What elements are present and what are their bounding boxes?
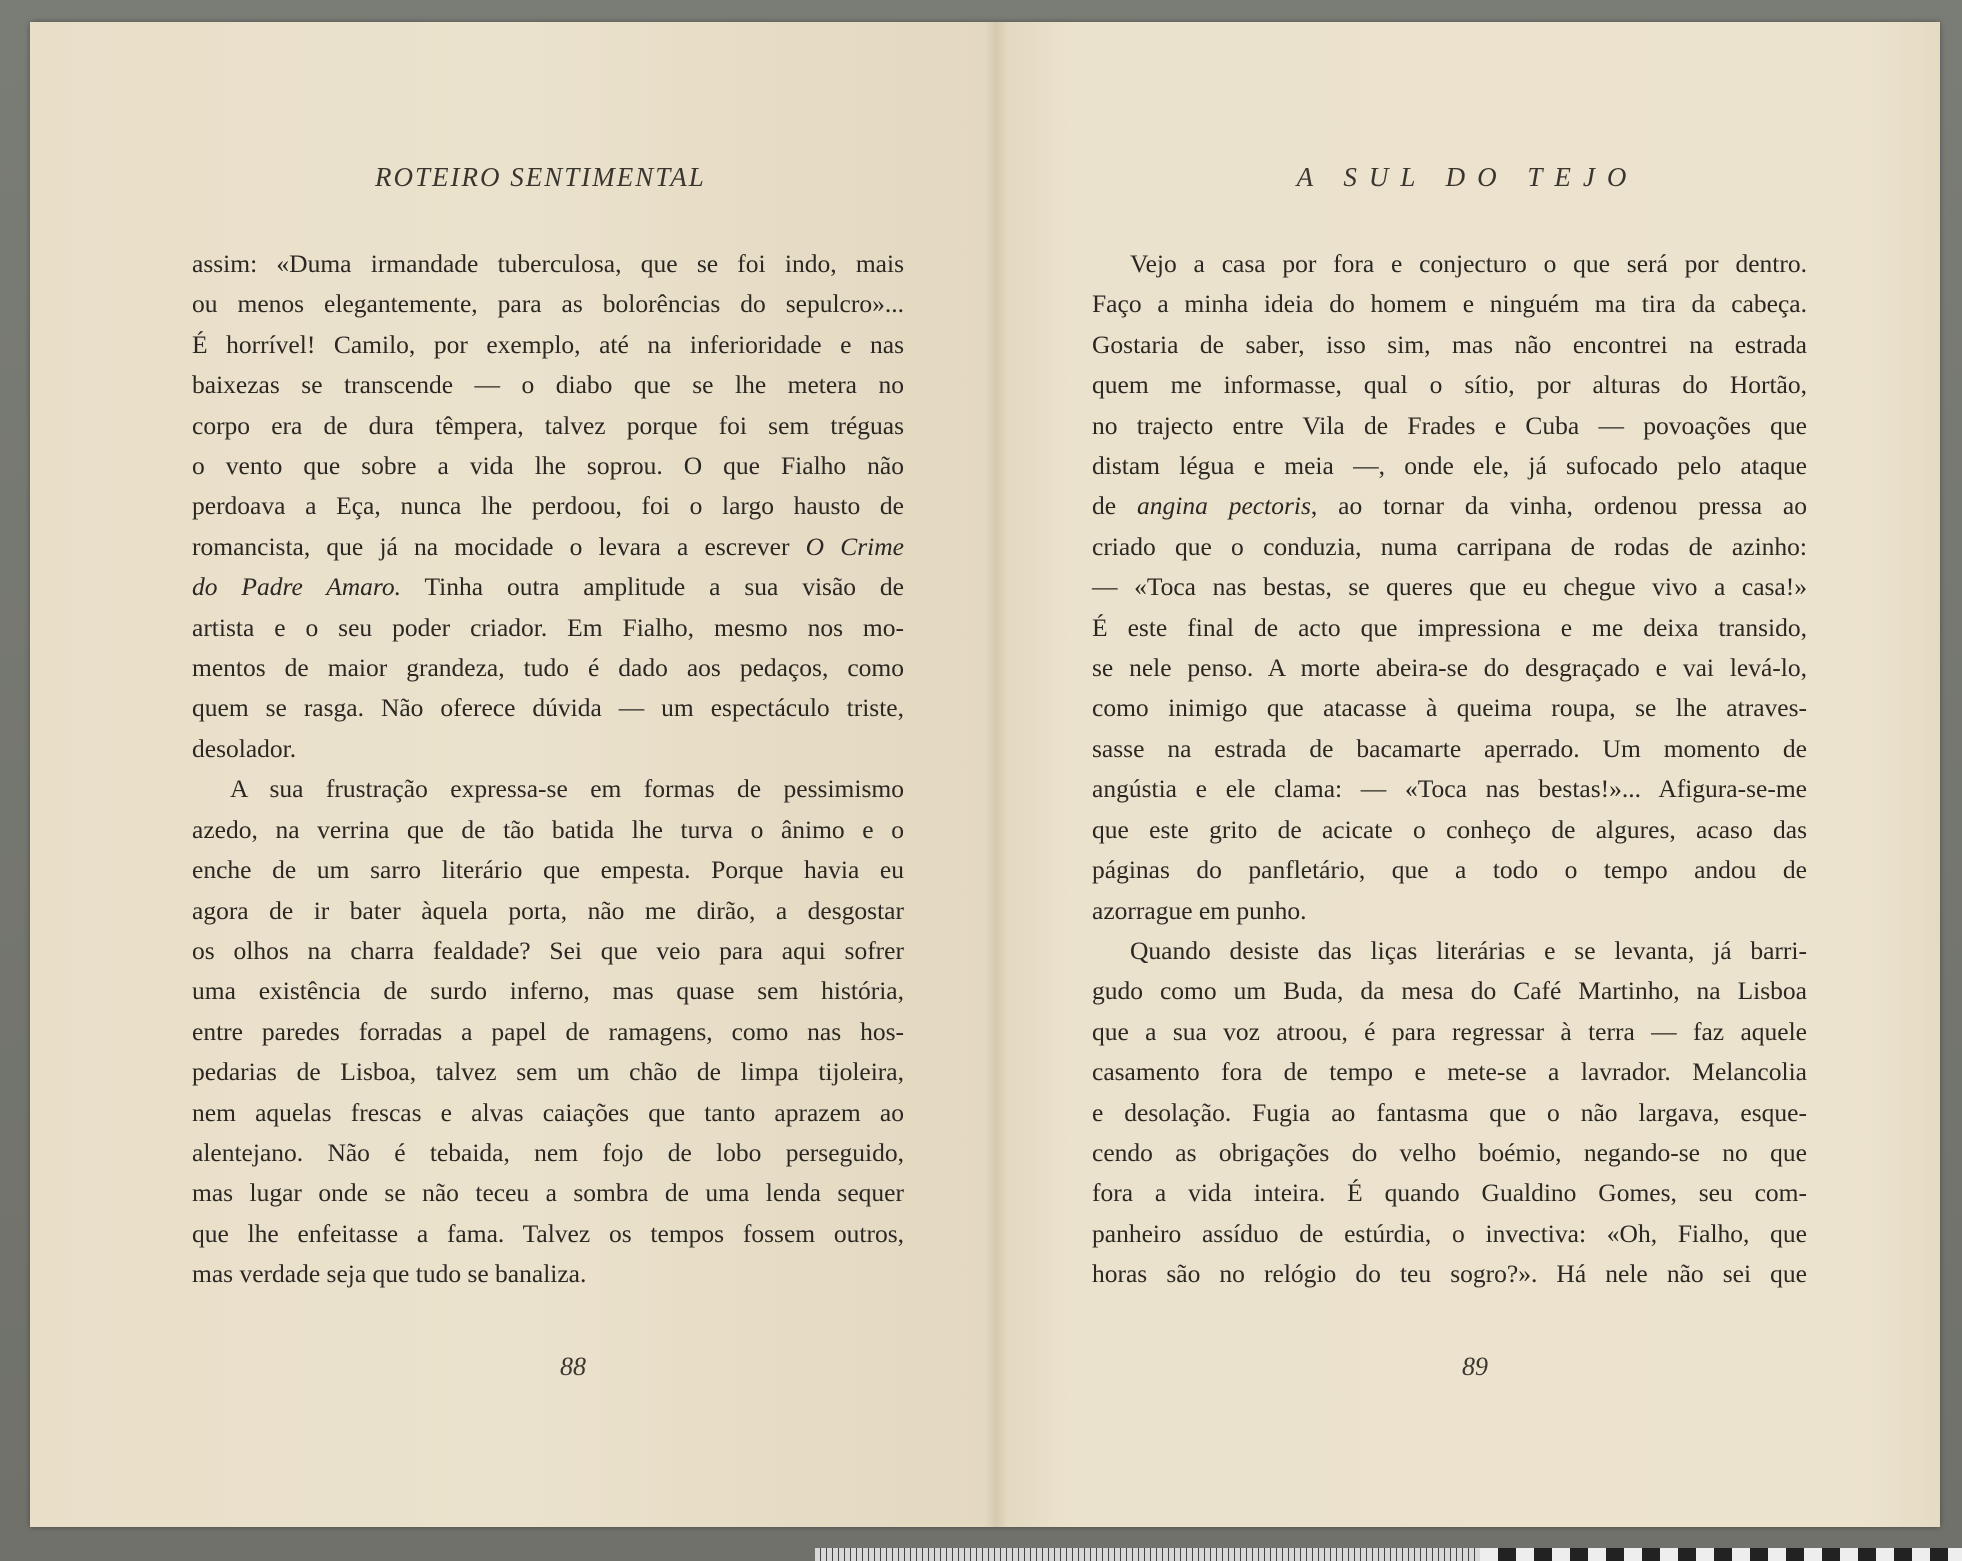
- text-line: se nele penso. A morte abeira-se do desgraçado e vai levá-lo,: [1092, 653, 1807, 683]
- text-line: fora a vida inteira. É quando Gualdino Gomes, seu com-: [1092, 1178, 1807, 1208]
- text-line: e desolação. Fugia ao fantasma que o não largava, esque-: [1092, 1097, 1807, 1127]
- text-line: agora de ir bater àquela porta, não me dirão, a desgostar: [192, 895, 904, 925]
- text-line: Gostaria de saber, isso sim, mas não encontrei na estrada: [1092, 329, 1807, 359]
- text-line: mas lugar onde se não teceu a sombra de uma lenda sequer: [192, 1178, 904, 1208]
- text-line: perdoava a Eça, nunca lhe perdoou, foi o largo hausto de: [192, 491, 904, 521]
- text-segment: , ao tornar da vinha, ordenou pressa ao: [1310, 491, 1808, 521]
- text-line: A sua frustração expressa-se em formas de pessimismo: [230, 774, 904, 804]
- text-line: como inimigo que atacasse à queima roupa, se lhe atraves-: [1092, 693, 1807, 723]
- text-line: que este grito de acicate o conheço de algures, acaso das: [1092, 814, 1807, 844]
- latin-term-italic: angina pectoris: [1136, 491, 1311, 521]
- text-line: desolador.: [192, 733, 297, 763]
- text-line: baixezas se transcende — o diabo que se lhe metera no: [192, 370, 904, 400]
- page-number-left: 88: [560, 1352, 586, 1381]
- text-line: [1092, 486, 1807, 526]
- text-line: os olhos na charra fealdade? Sei que veio para aqui sofrer: [192, 935, 904, 965]
- running-head-right: A SUL DO TEJO: [1296, 162, 1639, 192]
- text-line: assim: «Duma irmandade tuberculosa, que se foi indo, mais: [192, 249, 904, 278]
- text-line: mas verdade seja que tudo se banaliza.: [192, 1259, 587, 1289]
- text-line: entre paredes forradas a papel de ramagens, como nas hos-: [192, 1016, 904, 1046]
- book-title-italic: do Padre Amaro.: [192, 572, 402, 602]
- text-line: criado que o conduzia, numa carripana de rodas de azinho:: [1092, 531, 1807, 561]
- text-line: quem me informasse, qual o sítio, por alturas do Hortão,: [1092, 370, 1807, 400]
- right-body-text: [1092, 244, 1807, 1295]
- book-title-italic: O Crime: [805, 531, 904, 561]
- text-line: azedo, na verrina que de tão batida lhe turva o ânimo e o: [192, 814, 904, 844]
- text-line: azorrague em punho.: [1092, 895, 1307, 925]
- left-body-text: [192, 244, 904, 1295]
- text-line: enche de um sarro literário que empesta. Porque havia eu: [192, 855, 904, 885]
- text-line: — «Toca nas bestas, se queres que eu chegue vivo a casa!»: [1092, 572, 1807, 602]
- text-line: Vejo a casa por fora e conjecturo o que será por dentro.: [1130, 249, 1807, 278]
- page-number-right: 89: [1462, 1352, 1488, 1381]
- text-line: artista e o seu poder criador. Em Fialho, mesmo nos mo-: [192, 612, 904, 642]
- text-line: pedarias de Lisboa, talvez sem um chão de limpa tijoleira,: [192, 1057, 904, 1087]
- text-line: que a sua voz atroou, é para regressar à terra — faz aquele: [1092, 1016, 1807, 1046]
- text-line: É este final de acto que impressiona e me deixa transido,: [1092, 612, 1807, 642]
- text-line: [192, 567, 904, 607]
- text-segment: de: [1092, 491, 1117, 521]
- text-line: no trajecto entre Vila de Frades e Cuba — povoações que: [1092, 410, 1807, 440]
- text-line: páginas do panfletário, que a todo o tempo andou de: [1092, 855, 1807, 885]
- text-line: alentejano. Não é tebaida, nem fojo de lobo perseguido,: [192, 1137, 904, 1167]
- text-line: corpo era de dura têmpera, talvez porque foi sem tréguas: [192, 410, 904, 440]
- gutter-fold: [985, 22, 1007, 1527]
- text-line: que lhe enfeitasse a fama. Talvez os tempos fossem outros,: [192, 1218, 904, 1248]
- text-line: Faço a minha ideia do homem e ninguém ma tira da cabeça.: [1092, 289, 1807, 319]
- text-line: horas são no relógio do teu sogro?». Há nele não sei que: [1092, 1259, 1807, 1289]
- scan-ruler-scale: [1480, 1548, 1962, 1561]
- text-line: Quando desiste das liças literárias e se levanta, já barri-: [1130, 935, 1807, 965]
- text-line: o vento que sobre a vida lhe soprou. O que Fialho não: [192, 451, 904, 481]
- text-line: quem se rasga. Não oferece dúvida — um espectáculo triste,: [192, 693, 904, 723]
- text-segment: romancista, que já na mocidade o levara a escrever: [192, 531, 790, 561]
- running-head-left: ROTEIRO SENTIMENTAL: [375, 162, 706, 192]
- text-line: cendo as obrigações do velho boémio, negando-se no que: [1092, 1137, 1807, 1167]
- text-line: sasse na estrada de bacamarte aperrado. Um momento de: [1092, 733, 1807, 763]
- text-line: mentos de maior grandeza, tudo é dado aos pedaços, como: [192, 653, 904, 683]
- text-segment: Tinha outra amplitude a sua visão de: [424, 572, 904, 602]
- text-line: panheiro assíduo de estúrdia, o invectiva: «Oh, Fialho, que: [1092, 1218, 1807, 1248]
- text-line: [192, 527, 904, 567]
- text-line: distam légua e meia —, onde ele, já sufocado pelo ataque: [1092, 451, 1807, 481]
- text-line: gudo como um Buda, da mesa do Café Martinho, na Lisboa: [1092, 976, 1807, 1006]
- text-line: nem aquelas frescas e alvas caiações que tanto aprazem ao: [192, 1097, 904, 1127]
- text-line: ou menos elegantemente, para as bolorências do sepulcro»...: [192, 289, 904, 319]
- text-line: angústia e ele clama: — «Toca nas bestas!»... Afigura-se-me: [1092, 774, 1807, 804]
- text-line: É horrível! Camilo, por exemplo, até na inferioridade e nas: [192, 329, 904, 359]
- text-line: casamento fora de tempo e mete-se a lavrador. Melancolia: [1092, 1057, 1807, 1087]
- text-line: uma existência de surdo inferno, mas quase sem história,: [192, 976, 904, 1006]
